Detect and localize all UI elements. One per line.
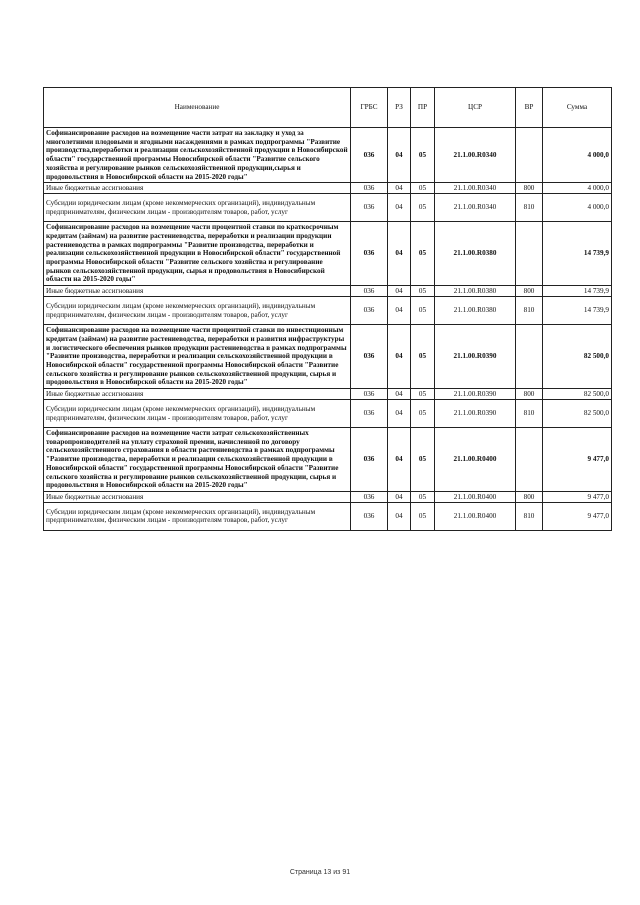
row-vr: 810 (516, 297, 543, 325)
row-grbs: 036 (351, 502, 388, 530)
header-pr: ПР (411, 88, 435, 128)
row-csr: 21.1.00.R0390 (435, 325, 516, 389)
table-row (44, 428, 612, 492)
row-grbs: 036 (351, 428, 388, 492)
row-pr: 05 (411, 389, 435, 400)
row-csr: 21.1.00.R0400 (435, 502, 516, 530)
row-pr: 05 (411, 325, 435, 389)
row-vr (516, 325, 543, 389)
row-pr: 05 (411, 128, 435, 183)
row-name: Субсидии юридическим лицам (кроме некоммерческих организаций), индивидуальным предпринимателям, физическим лицам - производителям товаров, работ, услуг (44, 400, 351, 428)
row-grbs: 036 (351, 194, 388, 222)
row-sum: 4 000,0 (543, 194, 612, 222)
row-rz: 04 (388, 400, 411, 428)
row-name: Субсидии юридическим лицам (кроме некоммерческих организаций), индивидуальным предпринимателям, физическим лицам - производителям товаров, работ, услуг (44, 297, 351, 325)
row-vr: 800 (516, 389, 543, 400)
table-header-row (44, 88, 612, 128)
row-grbs: 036 (351, 286, 388, 297)
row-sum: 9 477,0 (543, 502, 612, 530)
table-row (44, 297, 612, 325)
row-sum: 82 500,0 (543, 389, 612, 400)
row-pr: 05 (411, 491, 435, 502)
row-csr: 21.1.00.R0380 (435, 222, 516, 286)
row-grbs: 036 (351, 400, 388, 428)
row-vr: 800 (516, 183, 543, 194)
row-rz: 04 (388, 128, 411, 183)
table-row (44, 183, 612, 194)
row-vr (516, 428, 543, 492)
row-grbs: 036 (351, 491, 388, 502)
row-sum: 82 500,0 (543, 400, 612, 428)
row-rz: 04 (388, 389, 411, 400)
row-vr: 810 (516, 194, 543, 222)
row-csr: 21.1.00.R0400 (435, 428, 516, 492)
row-pr: 05 (411, 194, 435, 222)
table-row (44, 128, 612, 183)
row-rz: 04 (388, 428, 411, 492)
row-rz: 04 (388, 297, 411, 325)
row-csr: 21.1.00.R0380 (435, 297, 516, 325)
table-row (44, 286, 612, 297)
row-csr: 21.1.00.R0390 (435, 400, 516, 428)
row-name: Иные бюджетные ассигнования (44, 491, 351, 502)
budget-table (43, 87, 612, 531)
table-row (44, 491, 612, 502)
row-name: Иные бюджетные ассигнования (44, 183, 351, 194)
row-vr: 810 (516, 502, 543, 530)
row-sum: 14 739,9 (543, 222, 612, 286)
row-csr: 21.1.00.R0390 (435, 389, 516, 400)
row-pr: 05 (411, 286, 435, 297)
row-pr: 05 (411, 222, 435, 286)
row-pr: 05 (411, 400, 435, 428)
header-grbs: ГРБС (351, 88, 388, 128)
header-vr: ВР (516, 88, 543, 128)
row-pr: 05 (411, 183, 435, 194)
row-pr: 05 (411, 297, 435, 325)
row-grbs: 036 (351, 297, 388, 325)
row-vr (516, 222, 543, 286)
row-name: Софинансирование расходов на возмещение части процентной ставки по краткосрочным кредитам (займам) на развитие растениеводства, переработки и реализации продукции растениеводства в рамках подпрограммы "Развитие производства, переработки и реализации сельскохозяйственной продукции в Новосибирской области" государственной программы Новосибирской области "Развитие сельского хозяйства и регулирование рынков сельскохозяйственной продукции, сырья и продовольствия в Новосибирской области на 2015-2020 годы" (44, 222, 351, 286)
row-rz: 04 (388, 325, 411, 389)
row-vr: 800 (516, 491, 543, 502)
table-row (44, 194, 612, 222)
row-csr: 21.1.00.R0340 (435, 183, 516, 194)
header-csr: ЦСР (435, 88, 516, 128)
row-pr: 05 (411, 428, 435, 492)
row-csr: 21.1.00.R0380 (435, 286, 516, 297)
row-rz: 04 (388, 194, 411, 222)
row-sum: 9 477,0 (543, 428, 612, 492)
row-csr: 21.1.00.R0340 (435, 128, 516, 183)
row-sum: 82 500,0 (543, 325, 612, 389)
row-grbs: 036 (351, 389, 388, 400)
row-name: Софинансирование расходов на возмещение части процентной ставки по инвестиционным кредитам (займам) на развитие растениеводства, переработки и развития инфраструктуры и логистического обеспечения рынков продукции растениеводства в рамках подпрограммы "Развитие производства, переработки и реализации сельскохозяйственной продукции в Новосибирской области" государственной программы Новосибирской области "Развитие сельского хозяйства и регулирование рынков сельскохозяйственной продукции, сырья и продовольствия в Новосибирской области на 2015-2020 годы" (44, 325, 351, 389)
row-name: Софинансирование расходов на возмещение части затрат на закладку и уход за многолетними плодовыми и ягодными насаждениями в рамках подпрограммы "Развитие производства,переработки и реализации сельскохозяйственной продукции в Новосибирской области" государственной программы Новосибирской области "Развитие сельского хозяйства и регулирование рынков сельскохозяйственной продукции,сырья и продовольствия в Новосибирской области на 2015-2020 годы" (44, 128, 351, 183)
row-sum: 14 739,9 (543, 297, 612, 325)
row-vr (516, 128, 543, 183)
table-row (44, 325, 612, 389)
row-rz: 04 (388, 286, 411, 297)
row-sum: 4 000,0 (543, 128, 612, 183)
row-rz: 04 (388, 502, 411, 530)
row-grbs: 036 (351, 183, 388, 194)
table-row (44, 400, 612, 428)
row-name: Иные бюджетные ассигнования (44, 389, 351, 400)
row-pr: 05 (411, 502, 435, 530)
row-name: Софинансирование расходов на возмещение части затрат сельскохозяйственных товаропроизводителей на уплату страховой премии, начисленной по договору сельскохозяйственного страхования в области растениеводства в рамках подпрограммы "Развитие производства, переработки и реализации сельскохозяйственной продукции в Новосибирской области" государственной программы Новосибирской области "Развитие сельского хозяйства и регулирование рынков сельскохозяйственной продукции, сырья и продовольствия в Новосибирской области на 2015-2020 годы" (44, 428, 351, 492)
row-rz: 04 (388, 183, 411, 194)
row-rz: 04 (388, 491, 411, 502)
row-grbs: 036 (351, 325, 388, 389)
header-sum: Сумма (543, 88, 612, 128)
row-name: Иные бюджетные ассигнования (44, 286, 351, 297)
header-rz: РЗ (388, 88, 411, 128)
row-sum: 9 477,0 (543, 491, 612, 502)
row-sum: 14 739,9 (543, 286, 612, 297)
row-csr: 21.1.00.R0400 (435, 491, 516, 502)
row-name: Субсидии юридическим лицам (кроме некоммерческих организаций), индивидуальным предпринимателям, физическим лицам - производителям товаров, работ, услуг (44, 194, 351, 222)
table-row (44, 389, 612, 400)
table-row (44, 222, 612, 286)
row-rz: 04 (388, 222, 411, 286)
row-vr: 800 (516, 286, 543, 297)
row-name: Субсидии юридическим лицам (кроме некоммерческих организаций), индивидуальным предпринимателям, физическим лицам - производителям товаров, работ, услуг (44, 502, 351, 530)
row-vr: 810 (516, 400, 543, 428)
row-grbs: 036 (351, 128, 388, 183)
row-csr: 21.1.00.R0340 (435, 194, 516, 222)
header-name: Наименование (44, 88, 351, 128)
table-row (44, 502, 612, 530)
page-number: Страница 13 из 91 (289, 869, 351, 876)
row-sum: 4 000,0 (543, 183, 612, 194)
row-grbs: 036 (351, 222, 388, 286)
